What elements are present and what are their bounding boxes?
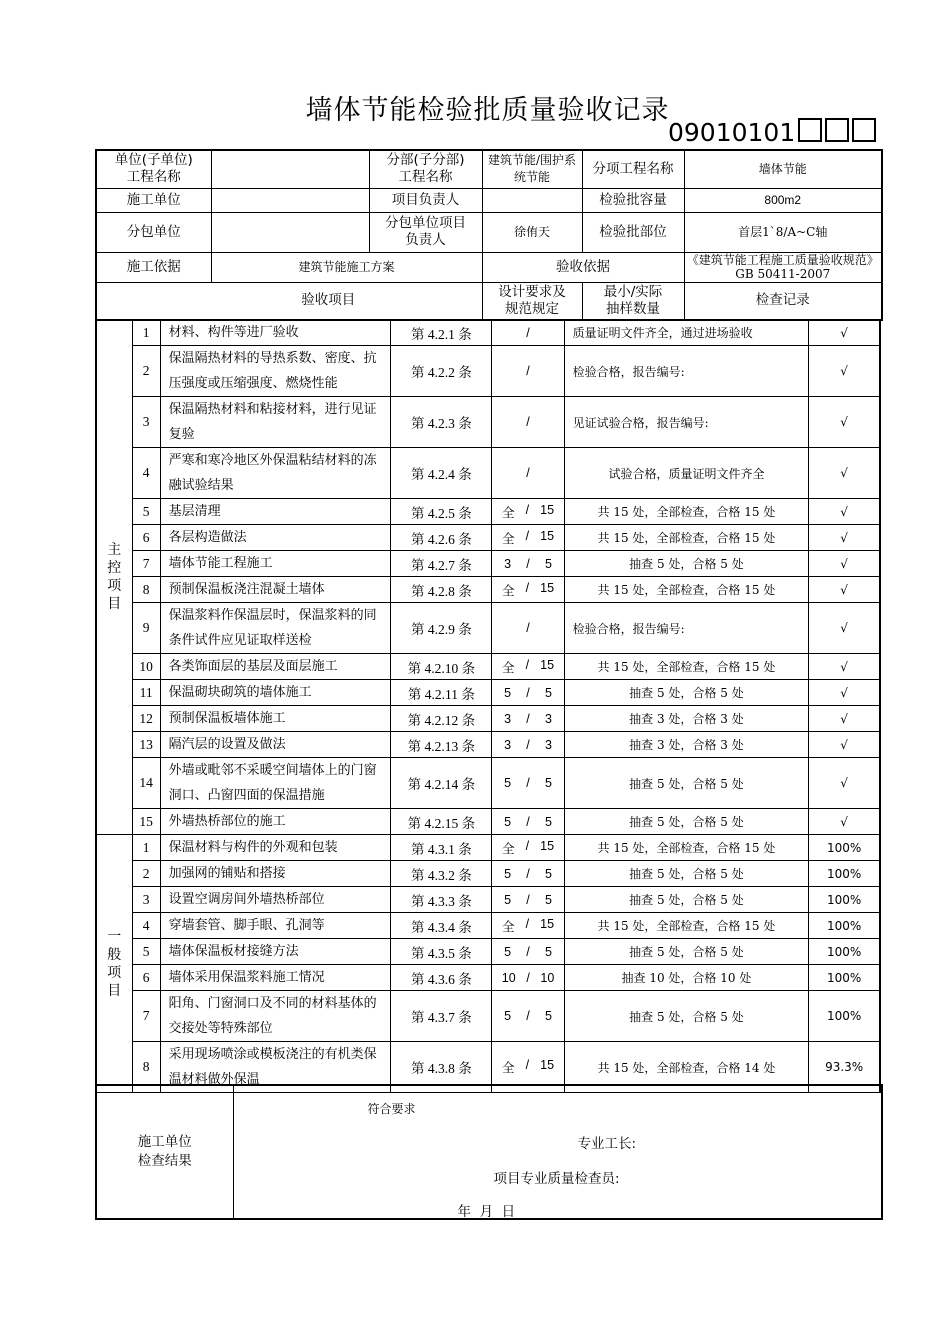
item-record: 检验合格，报告编号: xyxy=(564,603,809,654)
contractor-label: 施工单位 xyxy=(96,188,211,212)
sample-min: 全 xyxy=(502,583,515,598)
sub-pm-value: 徐侑天 xyxy=(482,212,582,252)
item-record: 检验合格，报告编号: xyxy=(564,346,809,397)
item-name: 保温材料与构件的外观和包装 xyxy=(160,835,391,861)
sample-min: 10 xyxy=(501,970,516,985)
footer-conclusion: 符合要求 xyxy=(367,1102,416,1116)
table-row xyxy=(96,732,880,758)
sample-min: 全 xyxy=(502,505,515,520)
item-sample xyxy=(492,499,564,525)
sample-values xyxy=(492,503,563,521)
item-record: 共 15 处，全部检查，合格 15 处 xyxy=(564,654,809,680)
sample-sep: / xyxy=(526,556,530,571)
sample-values xyxy=(492,529,563,547)
sample-act: 5 xyxy=(545,814,552,829)
table-row xyxy=(96,525,880,551)
table-row xyxy=(96,499,880,525)
footer-label: 施工单位 检查结果 xyxy=(96,1085,233,1219)
item-clause: 第 4.2.10 条 xyxy=(391,654,492,680)
table-row xyxy=(96,991,880,1042)
sample-min: 5 xyxy=(504,776,512,790)
col-design: 设计要求及 规范规定 xyxy=(482,282,582,320)
item-name: 保温隔热材料的导热系数、密度、抗压强度或压缩强度、燃烧性能 xyxy=(160,346,391,397)
item-result: 100% xyxy=(809,835,880,861)
sample-values xyxy=(492,893,563,907)
item-record: 抽查 5 处，合格 5 处 xyxy=(564,939,809,965)
code-box xyxy=(798,118,822,142)
item-number: 6 xyxy=(132,525,160,551)
item-sample xyxy=(492,577,564,603)
footer-date: 年 月 日 xyxy=(457,1204,516,1219)
item-clause: 第 4.3.1 条 xyxy=(391,835,492,861)
item-sample xyxy=(492,861,564,887)
sample-values xyxy=(492,557,563,571)
item-number: 4 xyxy=(132,913,160,939)
item-name: 材料、构件等进厂验收 xyxy=(160,320,391,346)
item-number: 2 xyxy=(132,861,160,887)
item-number: 7 xyxy=(132,991,160,1042)
code-box xyxy=(852,118,876,142)
acceptance-value: 《建筑节能工程施工质量验收规范》 GB 50411-2007 xyxy=(684,252,882,282)
footer-foreman: 专业工长: xyxy=(577,1136,637,1152)
item-clause: 第 4.2.7 条 xyxy=(391,551,492,577)
sample-values xyxy=(492,712,563,726)
sample-min: 全 xyxy=(502,1061,515,1075)
item-name: 预制保温板浇注混凝土墙体 xyxy=(160,577,391,603)
item-record: 抽查 5 处，合格 5 处 xyxy=(564,861,809,887)
item-name: 保温砌块砌筑的墙体施工 xyxy=(160,680,391,706)
sample-values xyxy=(492,971,563,985)
item-clause: 第 4.3.6 条 xyxy=(391,965,492,991)
item-result: √ xyxy=(809,680,880,706)
sample-sep: / xyxy=(526,892,530,907)
sample-values xyxy=(492,1009,563,1023)
basis-value: 建筑节能施工方案 xyxy=(211,252,482,282)
sample-act: 15 xyxy=(540,657,555,672)
item-clause: 第 4.2.11 条 xyxy=(391,680,492,706)
sample-min: 5 xyxy=(504,1009,512,1023)
item-record: 共 15 处，全部检查，合格 14 处 xyxy=(564,1042,809,1093)
table-row xyxy=(96,346,880,397)
table-row xyxy=(96,887,880,913)
item-record: 抽查 5 处，合格 5 处 xyxy=(564,809,809,835)
sample-act: 15 xyxy=(540,502,555,517)
table-row xyxy=(96,654,880,680)
item-record: 共 15 处，全部检查，合格 15 处 xyxy=(564,913,809,939)
sample-min: 全 xyxy=(502,919,515,934)
table-row xyxy=(96,577,880,603)
item-number: 2 xyxy=(132,346,160,397)
table-row xyxy=(96,965,880,991)
item-sample xyxy=(492,448,564,499)
item-result: 100% xyxy=(809,861,880,887)
code-box xyxy=(825,118,849,142)
division-label: 分部(子分部) 工程名称 xyxy=(369,150,482,188)
item-result: 100% xyxy=(809,991,880,1042)
sample-act: 15 xyxy=(540,528,555,543)
item-record: 抽查 3 处，合格 3 处 xyxy=(564,706,809,732)
item-sample xyxy=(492,835,564,861)
page-title: 墙体节能检验批质量验收记录 xyxy=(305,95,670,126)
sample-values xyxy=(492,867,563,881)
item-sample xyxy=(492,525,564,551)
item-sample xyxy=(492,397,564,448)
sample-sep: / xyxy=(526,776,530,790)
item-number: 7 xyxy=(132,551,160,577)
location-label: 检验批部位 xyxy=(582,212,684,252)
capacity-label: 检验批容量 xyxy=(582,188,684,212)
item-record: 抽查 5 处，合格 5 处 xyxy=(564,551,809,577)
item-number: 8 xyxy=(132,1042,160,1093)
sample-sep: / xyxy=(526,466,530,480)
item-name: 设置空调房间外墙热桥部位 xyxy=(160,887,391,913)
item-name: 墙体采用保温浆料施工情况 xyxy=(160,965,391,991)
table-row xyxy=(96,397,880,448)
sample-values xyxy=(492,326,563,340)
item-name: 隔汽层的设置及做法 xyxy=(160,732,391,758)
sub-value: 墙体节能 xyxy=(684,150,882,188)
item-number: 5 xyxy=(132,939,160,965)
item-result: √ xyxy=(809,397,880,448)
sample-act: 3 xyxy=(545,737,552,752)
subcontractor-value xyxy=(211,212,369,252)
item-number: 1 xyxy=(132,835,160,861)
footer-table xyxy=(95,1084,883,1220)
sample-sep: / xyxy=(526,364,530,378)
item-sample xyxy=(492,991,564,1042)
sample-act: 15 xyxy=(540,916,555,931)
item-record: 抽查 10 处，合格 10 处 xyxy=(564,965,809,991)
item-result: √ xyxy=(809,603,880,654)
sample-values xyxy=(492,815,563,829)
item-sample xyxy=(492,913,564,939)
sample-act: 5 xyxy=(545,866,552,881)
item-sample xyxy=(492,603,564,654)
item-clause: 第 4.2.12 条 xyxy=(391,706,492,732)
table-row xyxy=(96,835,880,861)
item-record: 抽查 5 处，合格 5 处 xyxy=(564,887,809,913)
footer-body xyxy=(234,1086,882,1218)
item-name: 阳角、门窗洞口及不同的材料基体的交接处等特殊部位 xyxy=(160,991,391,1042)
sample-sep: / xyxy=(526,814,530,829)
pm-value xyxy=(482,188,582,212)
sample-values xyxy=(492,738,563,752)
item-record: 见证试验合格，报告编号: xyxy=(564,397,809,448)
item-result: √ xyxy=(809,525,880,551)
item-name: 加强网的铺贴和搭接 xyxy=(160,861,391,887)
item-clause: 第 4.2.15 条 xyxy=(391,809,492,835)
item-name: 保温浆料作保温层时，保温浆料的同条件试件应见证取样送检 xyxy=(160,603,391,654)
item-result: √ xyxy=(809,320,880,346)
record-code xyxy=(668,118,876,147)
item-result: √ xyxy=(809,732,880,758)
item-sample xyxy=(492,346,564,397)
item-result: 100% xyxy=(809,965,880,991)
item-name: 墙体节能工程施工 xyxy=(160,551,391,577)
item-result: √ xyxy=(809,577,880,603)
sample-act: 5 xyxy=(545,1009,552,1023)
table-row xyxy=(96,603,880,654)
sample-min: 全 xyxy=(502,841,515,856)
item-clause: 第 4.2.8 条 xyxy=(391,577,492,603)
item-sample xyxy=(492,965,564,991)
item-clause: 第 4.3.8 条 xyxy=(391,1042,492,1093)
item-record: 共 15 处，全部检查，合格 15 处 xyxy=(564,835,809,861)
item-sample xyxy=(492,680,564,706)
item-record: 抽查 3 处，合格 3 处 xyxy=(564,732,809,758)
sample-sep: / xyxy=(525,1058,530,1072)
item-sample xyxy=(492,887,564,913)
item-name: 预制保温板墙体施工 xyxy=(160,706,391,732)
item-clause: 第 4.3.2 条 xyxy=(391,861,492,887)
item-sample xyxy=(492,732,564,758)
group-main-label: 主 控 项 目 xyxy=(96,320,132,835)
item-name: 各类饰面层的基层及面层施工 xyxy=(160,654,391,680)
item-record: 抽查 5 处，合格 5 处 xyxy=(564,680,809,706)
sample-sep: / xyxy=(526,1009,530,1023)
table-row xyxy=(96,809,880,835)
sample-sep: / xyxy=(526,685,530,700)
sample-min: 全 xyxy=(502,660,515,675)
item-number: 11 xyxy=(132,680,160,706)
item-clause: 第 4.2.6 条 xyxy=(391,525,492,551)
sample-sep: / xyxy=(525,916,530,931)
basis-label: 施工依据 xyxy=(96,252,211,282)
sample-min: 5 xyxy=(504,866,512,881)
item-number: 14 xyxy=(132,758,160,809)
sub-pm-label: 分包单位项目 负责人 xyxy=(369,212,482,252)
item-record: 试验合格，质量证明文件齐全 xyxy=(564,448,809,499)
table-row xyxy=(96,551,880,577)
item-record: 抽查 5 处，合格 5 处 xyxy=(564,991,809,1042)
sample-act: 5 xyxy=(545,685,552,700)
item-result: √ xyxy=(809,758,880,809)
sample-sep: / xyxy=(525,838,530,853)
item-clause: 第 4.2.2 条 xyxy=(391,346,492,397)
sample-act: 3 xyxy=(545,711,552,726)
item-clause: 第 4.2.13 条 xyxy=(391,732,492,758)
capacity-value: 800m2 xyxy=(684,188,882,212)
item-clause: 第 4.2.9 条 xyxy=(391,603,492,654)
item-result: √ xyxy=(809,706,880,732)
sample-act: 15 xyxy=(540,1058,555,1072)
sample-min: 5 xyxy=(504,685,512,700)
sample-sep: / xyxy=(526,737,530,752)
sample-act: 5 xyxy=(545,892,552,907)
sample-act: 5 xyxy=(545,556,552,571)
item-record: 共 15 处，全部检查，合格 15 处 xyxy=(564,525,809,551)
sample-sep: / xyxy=(526,325,530,340)
item-name: 保温隔热材料和粘接材料，进行见证复验 xyxy=(160,397,391,448)
sample-sep: / xyxy=(525,528,530,543)
table-row xyxy=(96,758,880,809)
sample-sep: / xyxy=(526,621,530,635)
sample-sep: / xyxy=(525,502,530,517)
item-clause: 第 4.3.4 条 xyxy=(391,913,492,939)
item-result: √ xyxy=(809,499,880,525)
sample-sep: / xyxy=(526,711,530,726)
item-number: 10 xyxy=(132,654,160,680)
item-name: 墙体保温板材接缝方法 xyxy=(160,939,391,965)
item-sample xyxy=(492,758,564,809)
item-result: 93.3% xyxy=(809,1042,880,1093)
item-number: 3 xyxy=(132,397,160,448)
item-sample xyxy=(492,551,564,577)
sample-values xyxy=(492,1058,563,1076)
item-number: 15 xyxy=(132,809,160,835)
sample-values xyxy=(492,917,563,935)
acceptance-label: 验收依据 xyxy=(482,252,684,282)
sample-values xyxy=(492,839,563,857)
item-result: √ xyxy=(809,448,880,499)
record-code-number: 09010101 xyxy=(668,118,796,147)
item-number: 9 xyxy=(132,603,160,654)
item-number: 12 xyxy=(132,706,160,732)
item-clause: 第 4.3.3 条 xyxy=(391,887,492,913)
sample-values xyxy=(492,945,563,959)
item-sample xyxy=(492,939,564,965)
item-number: 6 xyxy=(132,965,160,991)
unit-label: 单位(子单位) 工程名称 xyxy=(96,150,211,188)
sample-min: 3 xyxy=(504,737,512,752)
sub-label: 分项工程名称 xyxy=(582,150,684,188)
table-row xyxy=(96,861,880,887)
sample-act: 5 xyxy=(545,776,552,790)
item-number: 5 xyxy=(132,499,160,525)
sample-values xyxy=(492,466,563,480)
item-sample xyxy=(492,320,564,346)
item-result: √ xyxy=(809,346,880,397)
sample-min: 5 xyxy=(504,814,512,829)
sample-min: 3 xyxy=(504,556,512,571)
item-clause: 第 4.2.3 条 xyxy=(391,397,492,448)
col-record: 检查记录 xyxy=(684,282,882,320)
items-table xyxy=(95,319,881,1093)
item-number: 13 xyxy=(132,732,160,758)
item-clause: 第 4.3.5 条 xyxy=(391,939,492,965)
sample-sep: / xyxy=(526,415,530,429)
item-number: 8 xyxy=(132,577,160,603)
sample-min: 5 xyxy=(504,944,512,959)
item-clause: 第 4.2.14 条 xyxy=(391,758,492,809)
item-sample xyxy=(492,809,564,835)
item-record: 共 15 处，全部检查，合格 15 处 xyxy=(564,577,809,603)
sample-sep: / xyxy=(526,866,530,881)
table-row xyxy=(96,680,880,706)
pm-label: 项目负责人 xyxy=(369,188,482,212)
sample-values xyxy=(492,621,563,635)
group-general-label: 一 般 项 目 xyxy=(96,835,132,1093)
item-number: 4 xyxy=(132,448,160,499)
item-name: 采用现场喷涂或模板浇注的有机类保温材料做外保温 xyxy=(160,1042,391,1093)
item-result: 100% xyxy=(809,939,880,965)
contractor-value xyxy=(211,188,369,212)
table-row xyxy=(96,939,880,965)
sample-sep: / xyxy=(525,580,530,595)
item-name: 外墙热桥部位的施工 xyxy=(160,809,391,835)
division-value: 建筑节能/围护系 统节能 xyxy=(482,150,582,188)
sample-sep: / xyxy=(526,944,530,959)
sample-values xyxy=(492,658,563,676)
footer-inspector: 项目专业质量检查员: xyxy=(493,1171,620,1187)
sample-min: 3 xyxy=(504,711,512,726)
sample-values xyxy=(492,415,563,429)
item-name: 基层清理 xyxy=(160,499,391,525)
col-item: 验收项目 xyxy=(96,282,482,320)
item-clause: 第 4.3.7 条 xyxy=(391,991,492,1042)
item-clause: 第 4.2.4 条 xyxy=(391,448,492,499)
item-number: 3 xyxy=(132,887,160,913)
item-clause: 第 4.2.1 条 xyxy=(391,320,492,346)
item-name: 外墙或毗邻不采暖空间墙体上的门窗洞口、凸窗四面的保温措施 xyxy=(160,758,391,809)
sample-values xyxy=(492,581,563,599)
item-clause: 第 4.2.5 条 xyxy=(391,499,492,525)
item-record: 抽查 5 处，合格 5 处 xyxy=(564,758,809,809)
item-name: 各层构造做法 xyxy=(160,525,391,551)
item-result: √ xyxy=(809,654,880,680)
item-result: √ xyxy=(809,551,880,577)
item-record: 共 15 处，全部检查，合格 15 处 xyxy=(564,499,809,525)
unit-value xyxy=(211,150,369,188)
item-result: 100% xyxy=(809,913,880,939)
item-result: 100% xyxy=(809,887,880,913)
sample-min: 全 xyxy=(502,531,515,546)
sample-values xyxy=(492,686,563,700)
sample-act: 10 xyxy=(540,970,555,985)
item-number: 1 xyxy=(132,320,160,346)
subcontractor-label: 分包单位 xyxy=(96,212,211,252)
sample-act: 15 xyxy=(540,838,555,853)
sample-act: 15 xyxy=(540,580,555,595)
table-row xyxy=(96,913,880,939)
sample-act: 5 xyxy=(545,944,552,959)
sample-min: 5 xyxy=(504,892,512,907)
location-value: 首层1`8/A~C轴 xyxy=(684,212,882,252)
item-sample xyxy=(492,654,564,680)
item-result: √ xyxy=(809,809,880,835)
item-name: 严寒和寒冷地区外保温粘结材料的冻融试验结果 xyxy=(160,448,391,499)
header-table xyxy=(95,149,883,321)
sample-values xyxy=(492,776,563,790)
table-row xyxy=(96,448,880,499)
sample-sep: / xyxy=(525,657,530,672)
table-row xyxy=(96,320,880,346)
item-sample xyxy=(492,706,564,732)
sample-sep: / xyxy=(526,970,530,985)
item-record: 质量证明文件齐全，通过进场验收 xyxy=(564,320,809,346)
item-name: 穿墙套管、脚手眼、孔洞等 xyxy=(160,913,391,939)
table-row xyxy=(96,706,880,732)
col-sample: 最小/实际 抽样数量 xyxy=(582,282,684,320)
sample-values xyxy=(492,364,563,378)
